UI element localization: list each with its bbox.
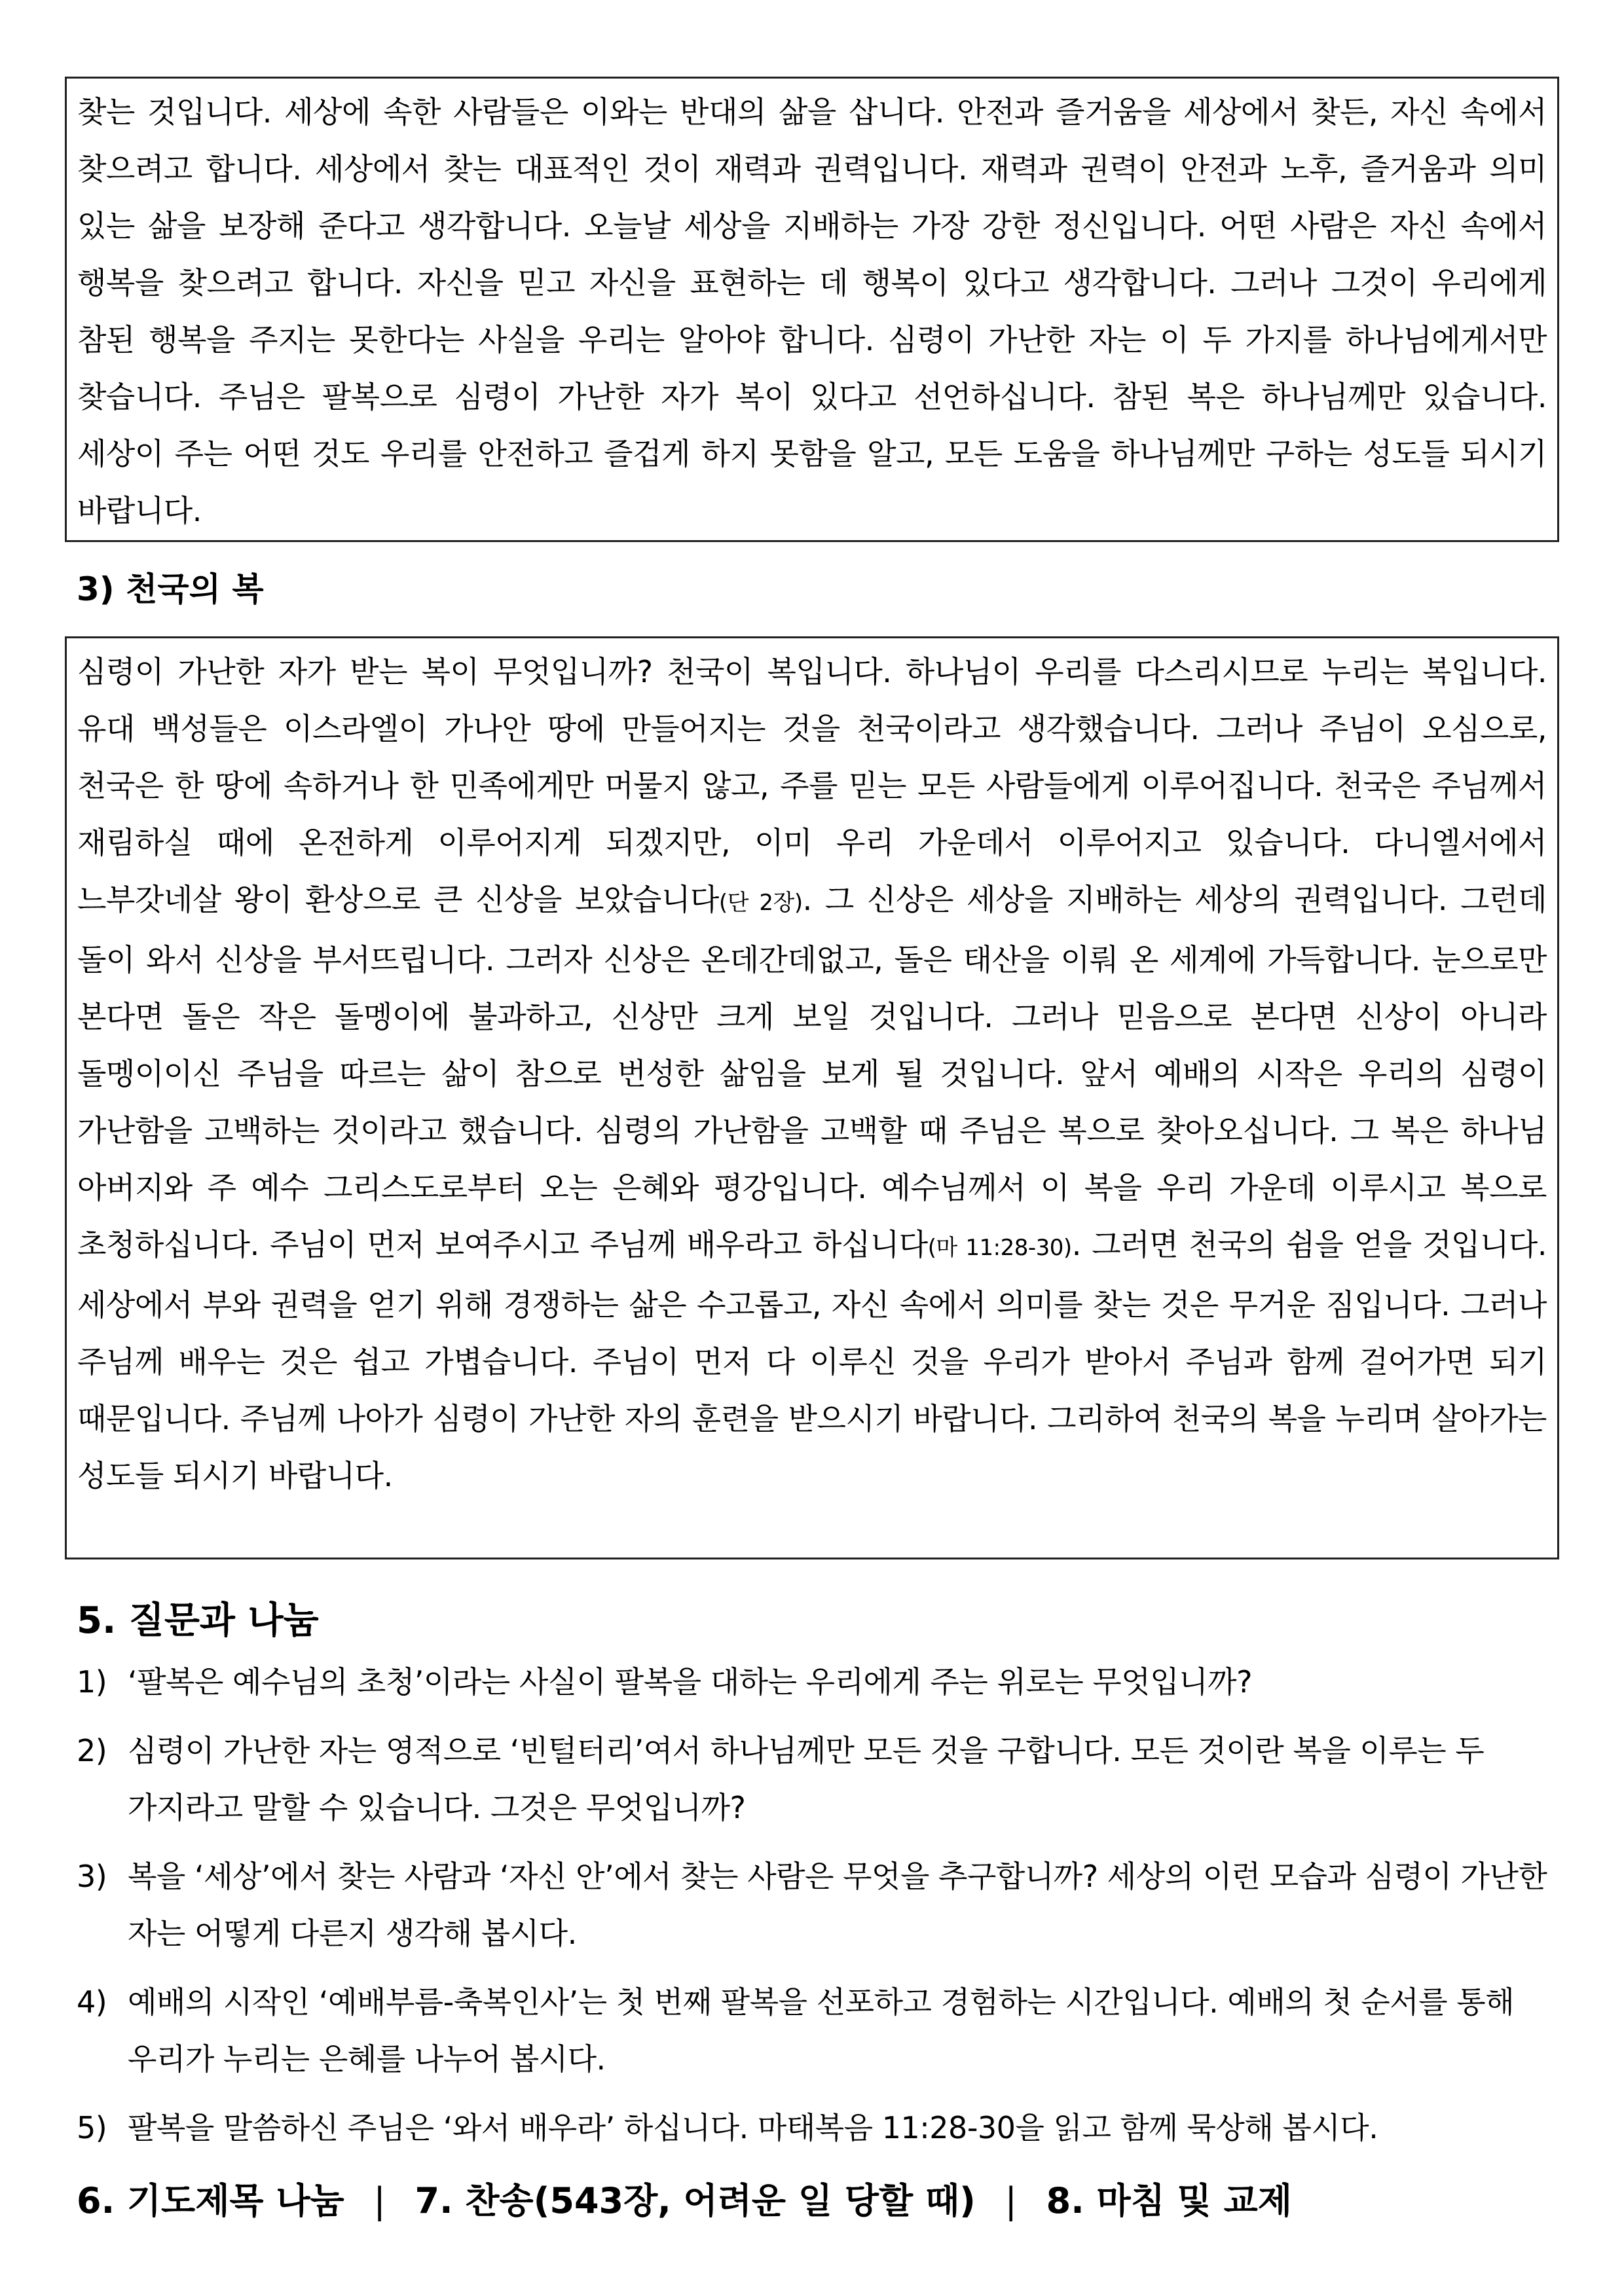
question-text: 복을 ‘세상’에서 찾는 사람과 ‘자신 안’에서 찾는 사람은 무엇을 추구합니까? 세상의 이런 모습과 심령이 가난한 자는 어떻게 다른지 생각해 봅시다. bbox=[128, 1859, 1547, 1951]
closing-fellowship-item: 8. 마침 및 교제 bbox=[1046, 2180, 1292, 2221]
discussion-question-list bbox=[65, 1654, 1559, 2157]
question-number: 2) bbox=[77, 1733, 107, 1768]
question-text: 예배의 시작인 ‘예배부름-축복인사’는 첫 번째 팔복을 선포하고 경험하는 시간입니다. 예배의 첫 순서를 통해 우리가 누리는 은혜를 나누어 봅시다. bbox=[128, 1984, 1515, 2077]
kingdom-text-part-2: . 그 신상은 세상을 지배하는 세상의 권력입니다. 그런데 돌이 와서 신상을 부서뜨립니다. 그러자 신상은 온데간데없고, 돌은 태산을 이뤄 온 세계에 가득합니다. 눈으로만 본다면 돌은 작은 돌멩이에 불과하고, 신상만 크게 보일 것입니다. 그러나 믿음으로 본다면 신상이 아니라 돌멩이이신 주님을 따르는 삶이 참으로 번성한 삶임을 보게 될 것입니다. 앞서 예배의 시작은 우리의 심령이 가난함을 고백하는 것이라고 했습니다. 심령의 가난함을 고백할 때 주님은 복으로 찾아오십니다. 그 복은 하나님 아버지와 주 예수 그리스도로부터 오는 은혜와 평강입니다. 예수님께서 이 복을 우리 가운데 이루시고 복으로 초청하십니다. 주님이 먼저 보여주시고 주님께 배우라고 하십니다 bbox=[77, 882, 1547, 1262]
question-number: 5) bbox=[77, 2110, 107, 2145]
discussion-question bbox=[65, 1722, 1559, 1836]
discussion-question bbox=[65, 2100, 1559, 2157]
prayer-sharing-item: 6. 기도제목 나눔 bbox=[77, 2180, 344, 2221]
sermon-continuation-box bbox=[65, 77, 1559, 542]
section-title-questions: 5. 질문과 나눔 bbox=[77, 1599, 319, 1642]
question-text: ‘팔복은 예수님의 초청’이라는 사실이 팔복을 대하는 우리에게 주는 위로는 무엇입니까? bbox=[128, 1664, 1253, 1700]
question-text: 팔복을 말씀하신 주님은 ‘와서 배우라’ 하십니다. 마태복음 11:28-30을 읽고 함께 묵상해 봅시다. bbox=[128, 2110, 1378, 2145]
kingdom-blessing-box bbox=[65, 636, 1559, 1559]
discussion-question bbox=[65, 1974, 1559, 2088]
hymn-item: 7. 찬송(543장, 어려운 일 당할 때) bbox=[415, 2180, 976, 2221]
scripture-reference-matthew: (마 11:28-30) bbox=[927, 1235, 1072, 1261]
separator: | bbox=[1005, 2180, 1017, 2221]
sermon-continuation-text: 찾는 것입니다. 세상에 속한 사람들은 이와는 반대의 삶을 삽니다. 안전과 즐거움을 세상에서 찾든, 자신 속에서 찾으려고 합니다. 세상에서 찾는 대표적인 것이 재력과 권력입니다. 재력과 권력이 안전과 노후, 즐거움과 의미 있는 삶을 보장해 준다고 생각합니다. 오늘날 세상을 지배하는 가장 강한 정신입니다. 어떤 사람은 자신 속에서 행복을 찾으려고 합니다. 자신을 믿고 자신을 표현하는 데 행복이 있다고 생각합니다. 그러나 그것이 우리에게 참된 행복을 주지는 못한다는 사실을 우리는 알아야 합니다. 심령이 가난한 자는 이 두 가지를 하나님에게서만 찾습니다. 주님은 팔복으로 심령이 가난한 자가 복이 있다고 선언하십니다. 참된 복은 하나님께만 있습니다. 세상이 주는 어떤 것도 우리를 안전하고 즐겁게 하지 못함을 알고, 모든 도움을 하나님께만 구하는 성도들 되시기 바랍니다. bbox=[77, 94, 1547, 528]
scripture-reference-daniel: (단 2장) bbox=[718, 890, 803, 916]
kingdom-text-part-3: . 그러면 천국의 쉼을 얻을 것입니다. 세상에서 부와 권력을 얻기 위해 경쟁하는 삶은 수고롭고, 자신 속에서 의미를 찾는 것은 무거운 짐입니다. 그러나 주님께 배우는 것은 쉽고 가볍습니다. 주님이 먼저 다 이루신 것을 우리가 받아서 주님과 함께 걸어가면 되기 때문입니다. 주님께 나아가 심령이 가난한 자의 훈련을 받으시기 바랍니다. 그리하여 천국의 복을 누리며 살아가는 성도들 되시기 바랍니다. bbox=[77, 1227, 1547, 1493]
worship-guide-page bbox=[65, 77, 1559, 2234]
question-number: 1) bbox=[77, 1664, 107, 1700]
question-text: 심령이 가난한 자는 영적으로 ‘빈털터리’여서 하나님께만 모든 것을 구합니다. 모든 것이란 복을 이루는 두 가지라고 말할 수 있습니다. 그것은 무엇입니까? bbox=[128, 1733, 1485, 1825]
separator: | bbox=[373, 2180, 386, 2221]
closing-order-line bbox=[65, 2168, 1559, 2234]
kingdom-text-part-1: 심령이 가난한 자가 받는 복이 무엇입니까? 천국이 복입니다. 하나님이 우리를 다스리시므로 누리는 복입니다. 유대 백성들은 이스라엘이 가나안 땅에 만들어지는 것을 천국이라고 생각했습니다. 그러나 주님이 오심으로, 천국은 한 땅에 속하거나 한 민족에게만 머물지 않고, 주를 믿는 모든 사람들에게 이루어집니다. 천국은 주님께서 재림하실 때에 온전하게 이루어지게 되겠지만, 이미 우리 가운데서 이루어지고 있습니다. 다니엘서에서 느부갓네살 왕이 환상으로 큰 신상을 보았습니다 bbox=[77, 654, 1547, 917]
subheading-kingdom-blessing: 3) 천국의 복 bbox=[77, 570, 264, 608]
discussion-question bbox=[65, 1654, 1559, 1711]
question-number: 3) bbox=[77, 1859, 107, 1894]
discussion-question bbox=[65, 1848, 1559, 1962]
question-number: 4) bbox=[77, 1984, 107, 2020]
